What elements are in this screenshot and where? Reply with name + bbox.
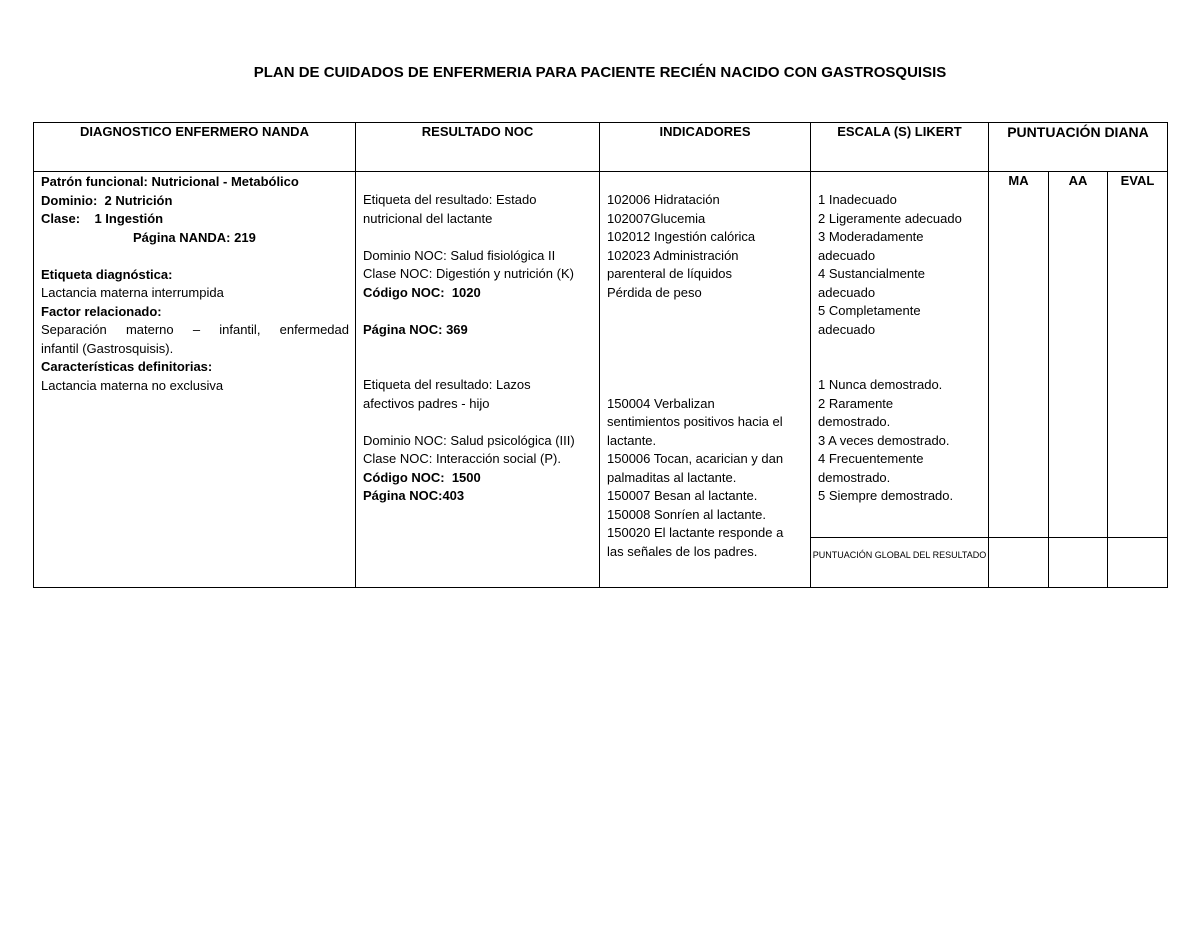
escala-item: adecuado <box>818 247 876 263</box>
score-header-ma: MA <box>1008 173 1029 188</box>
escala-item: 3 Moderadamente <box>818 229 924 244</box>
noc-r2-dominio: Dominio NOC: Salud psicológica (III) <box>363 432 575 448</box>
nanda-etiqueta-label: Etiqueta diagnóstica: <box>41 266 173 282</box>
header-noc: RESULTADO NOC <box>356 123 600 172</box>
indicador-item: 102023 Administración <box>607 247 739 263</box>
indicador-item: palmaditas al lactante. <box>607 469 737 485</box>
noc-cell <box>356 172 600 588</box>
nanda-factor-label: Factor relacionado: <box>41 303 162 319</box>
header-escala: ESCALA (S) LIKERT <box>811 123 989 172</box>
header-indicadores: INDICADORES <box>600 123 811 172</box>
indicador-item: 102007Glucemia <box>607 210 706 226</box>
score-ma-cell <box>989 172 1049 538</box>
indicador-item: 150020 El lactante responde a <box>607 525 784 540</box>
score-header-eval: EVAL <box>1120 173 1155 188</box>
nanda-patron: Patrón funcional: Nutricional - Metabólico <box>41 174 299 189</box>
score-eval-cell <box>1108 172 1168 538</box>
indicador-item: 102012 Ingestión calórica <box>607 229 756 244</box>
nanda-etiqueta: Lactancia materna interrumpida <box>41 285 224 300</box>
noc-r1-clase: Clase NOC: Digestión y nutrición (K) <box>363 266 574 281</box>
noc-r2-etiqueta-2: afectivos padres - hijo <box>363 395 490 411</box>
indicador-item: lactante. <box>607 432 657 448</box>
noc-r1-etiqueta-2: nutricional del lactante <box>363 210 493 226</box>
nanda-pagina: Página NANDA: 219 <box>133 229 256 245</box>
global-score-aa[interactable] <box>1049 538 1108 588</box>
indicador-item: Pérdida de peso <box>607 284 702 300</box>
escala-item: 1 Nunca demostrado. <box>818 377 943 392</box>
escala-item: demostrado. <box>818 414 891 429</box>
page-title: PLAN DE CUIDADOS DE ENFERMERIA PARA PACIENTE RECIÉN NACIDO CON GASTROSQUISIS <box>253 64 947 81</box>
indicadores-cell <box>600 172 811 588</box>
nanda-factor-line-1: Separación materno – infantil, enfermedad <box>41 322 349 337</box>
escala-item: 5 Completamente <box>818 303 921 318</box>
score-header-aa: AA <box>1068 173 1088 188</box>
escala-cell <box>811 172 989 538</box>
global-score-eval[interactable] <box>1108 538 1168 588</box>
escala-item: 3 A veces demostrado. <box>818 432 950 448</box>
nanda-clase: Clase: 1 Ingestión <box>41 211 164 226</box>
indicador-item: 150004 Verbalizan <box>607 395 715 411</box>
escala-item: 2 Raramente <box>818 395 894 411</box>
noc-r2-pagina: Página NOC:403 <box>363 488 465 503</box>
care-plan-table <box>33 122 1168 588</box>
escala-item: 2 Ligeramente adecuado <box>818 210 962 226</box>
noc-r1-dominio: Dominio NOC: Salud fisiológica II <box>363 247 556 263</box>
nanda-factor-line-2: infantil (Gastrosquisis). <box>41 340 174 356</box>
noc-r2-etiqueta-1: Etiqueta del resultado: Lazos <box>363 377 531 392</box>
indicador-item: 150006 Tocan, acarician y dan <box>607 451 784 466</box>
nanda-caract: Lactancia materna no exclusiva <box>41 377 224 393</box>
global-score-label-cell <box>811 538 989 588</box>
indicador-item: 102006 Hidratación <box>607 192 720 207</box>
global-score-label: PUNTUACIÓN GLOBAL DEL RESULTADO <box>812 550 987 560</box>
nanda-dominio: Dominio: 2 Nutrición <box>41 192 173 208</box>
escala-item: demostrado. <box>818 469 891 485</box>
indicador-item: 150008 Sonríen al lactante. <box>607 506 767 522</box>
indicador-item: parenteral de líquidos <box>607 266 733 281</box>
header-puntuacion: PUNTUACIÓN DIANA <box>989 123 1168 172</box>
noc-r1-codigo: Código NOC: 1020 <box>363 284 481 300</box>
escala-item: 4 Frecuentemente <box>818 451 924 466</box>
noc-r2-codigo: Código NOC: 1500 <box>363 469 481 485</box>
header-nanda: DIAGNOSTICO ENFERMERO NANDA <box>34 123 356 172</box>
noc-r2-clase: Clase NOC: Interacción social (P). <box>363 451 561 466</box>
escala-item: 5 Siempre demostrado. <box>818 488 954 503</box>
escala-item: adecuado <box>818 321 876 337</box>
nanda-cell <box>34 172 356 588</box>
noc-r1-pagina: Página NOC: 369 <box>363 321 468 337</box>
global-score-ma[interactable] <box>989 538 1049 588</box>
nanda-caract-label: Características definitorias: <box>41 359 213 374</box>
score-aa-cell <box>1049 172 1108 538</box>
noc-r1-etiqueta-1: Etiqueta del resultado: Estado <box>363 192 537 207</box>
indicador-item: sentimientos positivos hacia el <box>607 414 783 429</box>
escala-item: 4 Sustancialmente <box>818 266 925 281</box>
escala-item: adecuado <box>818 284 876 300</box>
indicador-item: 150007 Besan al lactante. <box>607 488 758 503</box>
escala-item: 1 Inadecuado <box>818 192 897 207</box>
indicador-item: las señales de los padres. <box>607 543 758 559</box>
